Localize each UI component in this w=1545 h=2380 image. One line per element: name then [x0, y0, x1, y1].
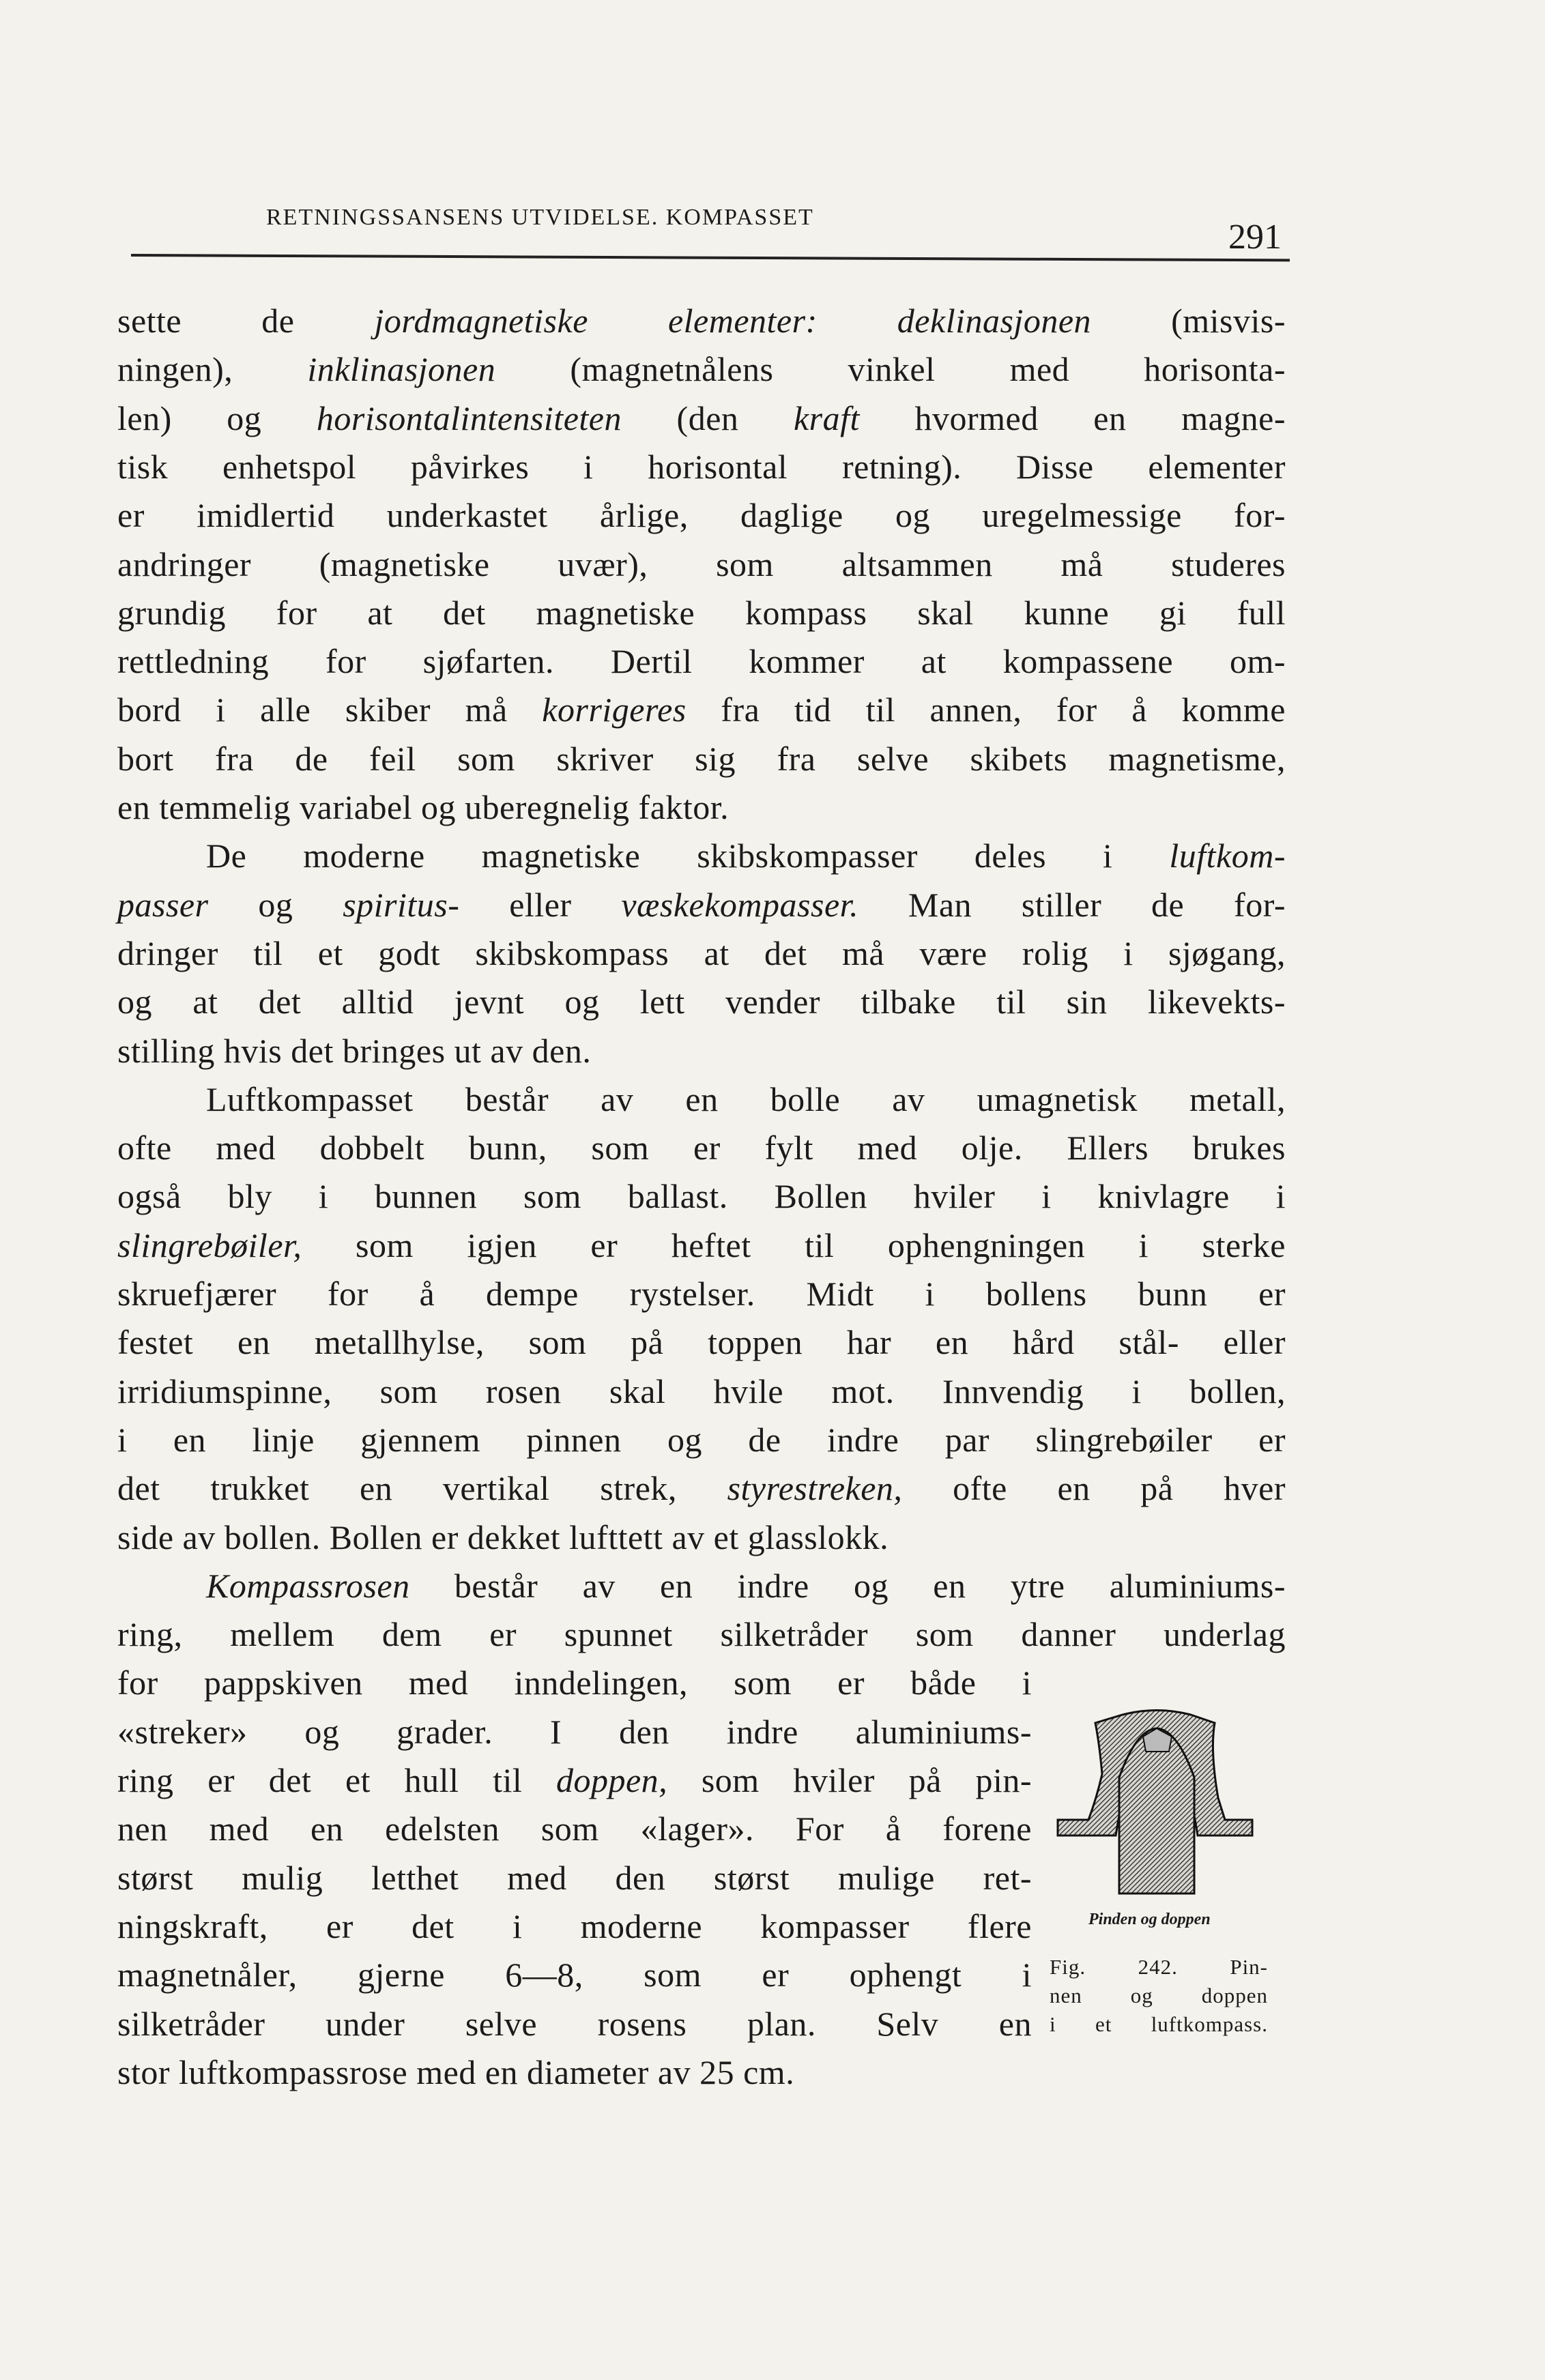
- text-line: [117, 1711, 1032, 1752]
- text-run: det trukket en vertikal strek,: [117, 1469, 727, 1508]
- running-head: RETNINGSSANSENS UTVIDELSE. KOMPASSET: [266, 205, 814, 230]
- text-line: [206, 1565, 1286, 1606]
- text-line: [117, 349, 1286, 390]
- text-run: ningskraft, er det i moderne kompasser flere: [117, 1906, 1032, 1945]
- text-line: [117, 398, 1286, 439]
- text-line: [206, 1079, 1286, 1120]
- italic-term: doppen,: [555, 1761, 668, 1799]
- text-run: stilling hvis det bringes ut av den.: [117, 1031, 592, 1070]
- italic-term: horisontalintensiteten: [316, 398, 622, 437]
- text-line: [117, 1760, 1032, 1801]
- text-line: [117, 1371, 1286, 1412]
- text-run: som igjen er heftet til ophengningen i sterke: [302, 1225, 1286, 1264]
- italic-term: kraft: [793, 398, 860, 437]
- text-line: [117, 1419, 1286, 1460]
- italic-term: jordmagnetiske elementer: deklinasjonen: [374, 302, 1092, 340]
- caption-line: i et luftkompass.: [1050, 2012, 1268, 2036]
- text-run: magnetnåler, gjerne 6—8, som er ophengt i: [117, 1956, 1032, 1994]
- text-run: og: [208, 885, 343, 924]
- text-line: [117, 300, 1286, 341]
- text-line: [117, 981, 1286, 1022]
- italic-term: væskekompasser.: [621, 885, 859, 924]
- caption-line: Fig. 242. Pin-: [1050, 1955, 1268, 1979]
- text-line: [117, 544, 1286, 585]
- text-run: len) og: [117, 398, 317, 437]
- text-line: [117, 884, 1286, 925]
- text-run: (misvis-: [1091, 302, 1286, 340]
- text-line: [117, 1273, 1286, 1314]
- pin-and-cap-illustration: [1054, 1709, 1259, 1907]
- text-run: dringer til et godt skibskompass at det må være rolig i sjøgang,: [117, 933, 1286, 972]
- italic-term: slingrebøiler,: [117, 1225, 302, 1264]
- text-run: rettledning for sjøfarten. Dertil kommer at kompassene om-: [117, 642, 1286, 681]
- text-line: [117, 1662, 1032, 1703]
- text-run: andringer (magnetiske uvær), som altsammen må studeres: [117, 545, 1286, 583]
- text-run: (magnetnålens vinkel med horisonta-: [495, 350, 1286, 389]
- italic-term: korrigeres: [542, 691, 687, 729]
- text-run: også bly i bunnen som ballast. Bollen hviler i knivlagre i: [117, 1177, 1286, 1216]
- text-run: tisk enhetspol påvirkes i horisontal retning). Disse elementer: [117, 447, 1286, 486]
- text-line: [117, 689, 1286, 730]
- text-run: silketråder under selve rosens plan. Selv en: [117, 2004, 1032, 2043]
- text-run: irridiumspinne, som rosen skal hvile mot. Innvendig i bollen,: [117, 1372, 1286, 1410]
- text-run: «streker» og grader. I den indre aluminiums-: [117, 1712, 1032, 1751]
- text-run: grundig for at det magnetiske kompass skal kunne gi full: [117, 593, 1286, 632]
- text-line: [117, 1176, 1286, 1217]
- text-line: [117, 1857, 1032, 1898]
- italic-term: spiritus-: [343, 885, 460, 924]
- text-line: [117, 1468, 1286, 1509]
- text-run: Man stiller de for-: [858, 885, 1286, 924]
- page-number: 291: [1228, 218, 1282, 257]
- text-line: [117, 641, 1286, 682]
- text-run: bord i alle skiber må: [117, 691, 543, 729]
- italic-term: passer: [117, 885, 209, 924]
- text-run: som hviler på pin-: [667, 1761, 1032, 1799]
- text-line: [117, 446, 1286, 487]
- text-run: festet en metallhylse, som på toppen har en hård stål- eller: [117, 1323, 1286, 1362]
- text-line: [117, 2003, 1032, 2044]
- text-run: i en linje gjennem pinnen og de indre par slingrebøiler er: [117, 1420, 1286, 1459]
- text-line: [117, 787, 1286, 828]
- italic-term: luftkom-: [1169, 837, 1286, 875]
- text-line: [117, 1906, 1032, 1947]
- caption-line: nen og doppen: [1050, 1984, 1268, 2007]
- text-run: side av bollen. Bollen er dekket lufttett av et glasslokk.: [117, 1518, 889, 1556]
- text-run: består av en indre og en ytre aluminiums-: [409, 1566, 1286, 1605]
- italic-term: styrestreken,: [727, 1469, 903, 1508]
- text-line: [117, 738, 1286, 779]
- text-line: [117, 1517, 1286, 1558]
- text-run: og at det alltid jevnt og lett vender tilbake til sin likevekts-: [117, 983, 1286, 1021]
- figure-inscription: Pinden og doppen: [1088, 1911, 1211, 1928]
- text-run: skruefjærer for å dempe rystelser. Midt i bollens bunn er: [117, 1275, 1286, 1313]
- text-run: De moderne magnetiske skibskompasser deles i: [206, 837, 1170, 875]
- text-run: ofte en på hver: [902, 1469, 1286, 1508]
- text-line: [117, 592, 1286, 633]
- text-run: for pappskiven med inndelingen, som er både i: [117, 1664, 1032, 1702]
- text-run: Luftkompasset består av en bolle av umagnetisk metall,: [206, 1079, 1286, 1118]
- text-line: [206, 835, 1286, 876]
- text-run: ring, mellem dem er spunnet silketråder som danner underlag: [117, 1615, 1286, 1654]
- italic-term: inklinasjonen: [307, 350, 496, 389]
- text-run: ofte med dobbelt bunn, som er fylt med olje. Ellers brukes: [117, 1129, 1286, 1167]
- text-line: [117, 1225, 1286, 1266]
- text-line: [117, 933, 1286, 974]
- pin: [1119, 1728, 1194, 1893]
- text-line: [117, 1614, 1286, 1655]
- text-run: sette de: [117, 302, 375, 340]
- text-run: fra tid til annen, for å komme: [686, 691, 1286, 729]
- text-line: [117, 1954, 1032, 1995]
- text-run: eller: [459, 885, 622, 924]
- text-run: nen med en edelsten som «lager». For å forene: [117, 1810, 1032, 1848]
- text-run: bort fra de feil som skriver sig fra selve skibets magnetisme,: [117, 739, 1286, 778]
- text-line: [117, 1127, 1286, 1168]
- text-run: en temmelig variabel og uberegnelig faktor.: [117, 788, 730, 826]
- text-run: hvormed en magne-: [859, 398, 1286, 437]
- header-rule: [131, 254, 1290, 261]
- text-line: [117, 1322, 1286, 1363]
- text-run: ningen),: [117, 350, 308, 389]
- text-run: er imidlertid underkastet årlige, daglige og uregelmessige for-: [117, 496, 1286, 535]
- text-line: [117, 1808, 1032, 1849]
- text-line: [117, 2052, 1032, 2093]
- text-run: størst mulig letthet med den størst mulige ret-: [117, 1858, 1032, 1897]
- text-run: stor luftkompassrose med en diameter av 25 cm.: [117, 2052, 795, 2091]
- italic-term: Kompassrosen: [206, 1566, 410, 1605]
- text-line: [117, 1030, 1286, 1071]
- text-run: ring er det et hull til: [117, 1761, 556, 1799]
- figure-caption: [1050, 1953, 1268, 2039]
- text-line: [117, 495, 1286, 536]
- text-run: (den: [621, 398, 794, 437]
